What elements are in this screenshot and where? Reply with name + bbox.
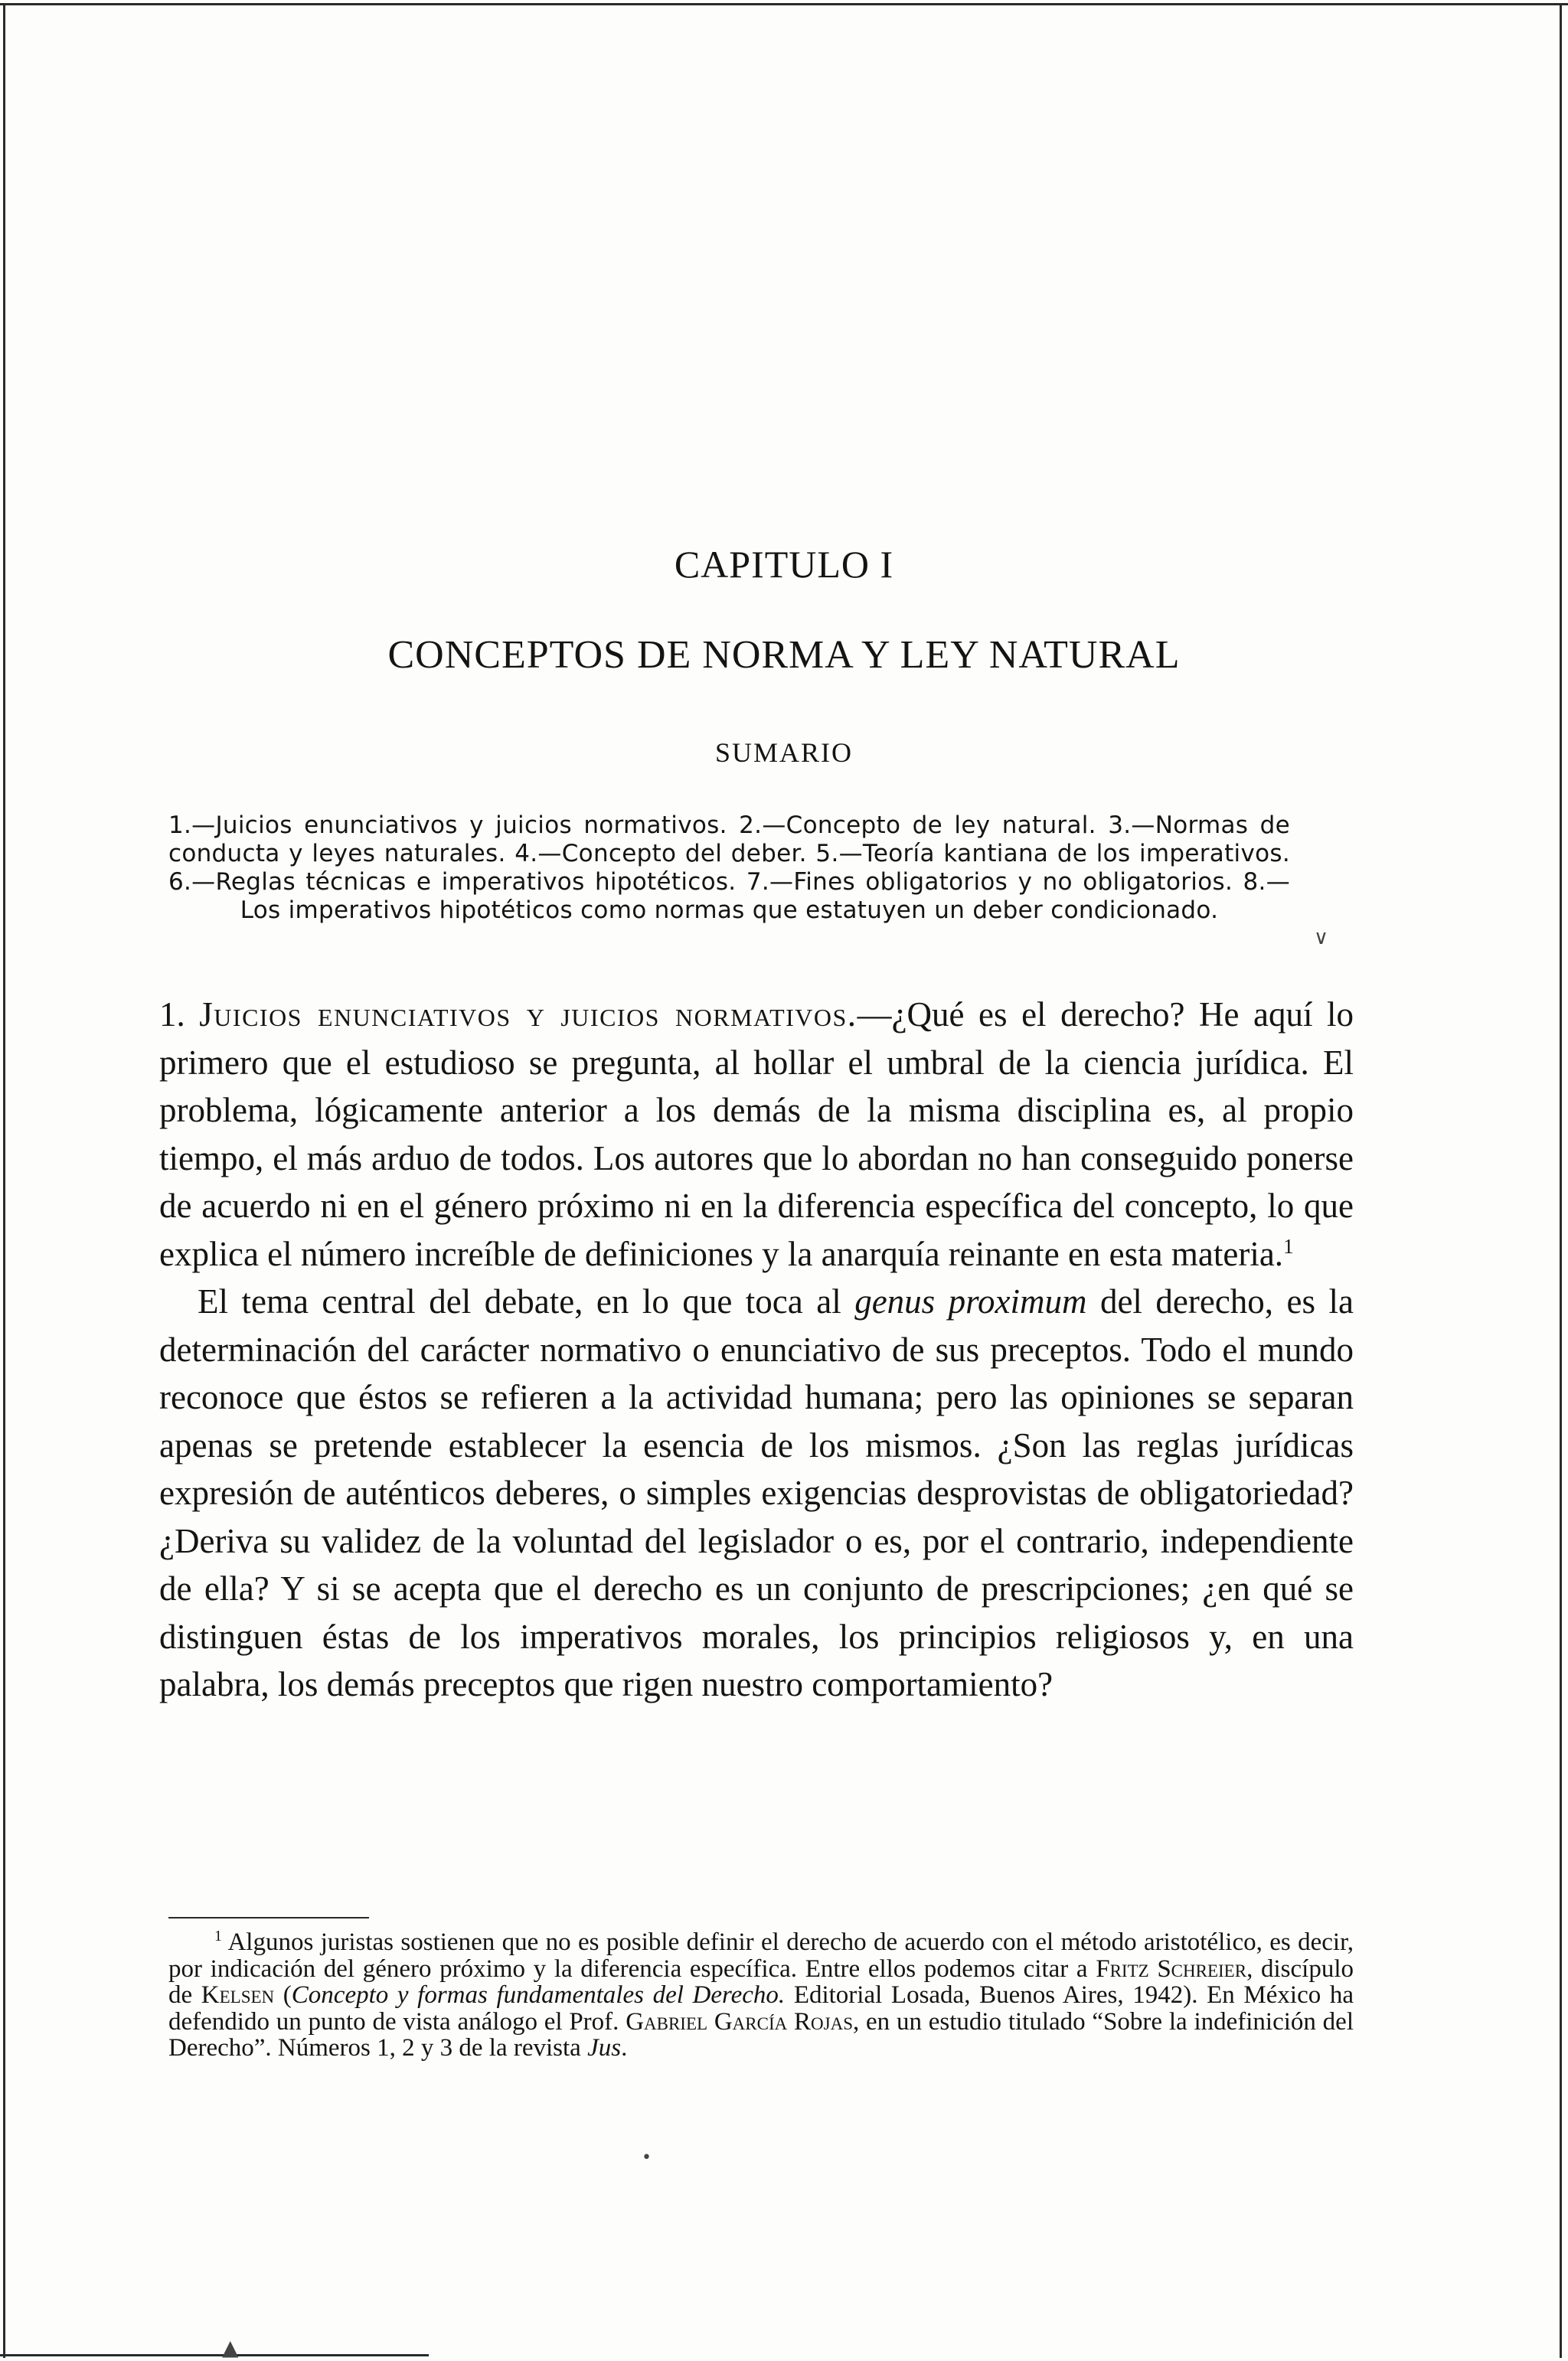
- summary-heading: SUMARIO: [714, 737, 854, 768]
- footnote-journal-title: Jus: [587, 2034, 622, 2062]
- footnote-text-2: , discípulo de: [168, 1954, 1354, 2009]
- scan-border-bottom: [0, 2354, 429, 2356]
- footnote-author-garcia-rojas: Gabriel García Rojas: [626, 2007, 853, 2036]
- footnote-text-3: (: [274, 1981, 292, 2009]
- scan-arrow-mark: ▲: [222, 2335, 239, 2360]
- chapter-title: CONCEPTOS DE NORMA Y LEY NATURAL: [387, 633, 1181, 677]
- paragraph-2-text-end: del derecho, es la determinación del carácter normativo o enunciativo de sus preceptos. Todo el mundo reconoce que éstos se refieren a la actividad humana; pero las opiniones se separan apenas se pretende establecer la esencia de los mismos. ¿Son las reglas jurídicas expresión de auténticos deberes, o simples exigencias desprovistas de obligatoriedad? ¿Deriva su validez de la voluntad del legislador o es, por el contrario, independiente de ella? Y si se acepta que el derecho es un conjunto de prescripciones; ¿en qué se distinguen éstas de los imperativos morales, los principios religiosos y, en una palabra, los demás preceptos que rigen nuestro comportamiento?: [159, 1282, 1354, 1703]
- scan-border-left: [3, 3, 5, 2358]
- footnote-author-kelsen: Kelsen: [201, 1981, 275, 2009]
- scan-speck-mark: ∨: [1314, 926, 1329, 949]
- footnote-separator: [168, 1917, 369, 1919]
- paragraph-2: [159, 1278, 1354, 1709]
- chapter-number: CAPITULO I: [674, 543, 894, 586]
- paragraph-2-italic: genus proximum: [854, 1282, 1087, 1321]
- paragraph-1: [159, 991, 1354, 1278]
- scan-border-right: [1560, 3, 1562, 2358]
- section-dash: —: [857, 995, 892, 1034]
- paragraph-2-text-start: El tema central del debate, en lo que toca al: [198, 1282, 855, 1321]
- footnote: [168, 1929, 1354, 2062]
- main-body: [159, 991, 1354, 1709]
- footnote-number: 1: [214, 1928, 222, 1945]
- footnote-body: [168, 1929, 1354, 2062]
- footnote-text-4: Editorial Losada, Buenos Aires, 1942). En México ha defendido un punto de vista análogo el Prof.: [168, 1981, 1354, 2036]
- scan-speck-mark: •: [642, 2148, 652, 2167]
- footnote-text-1: Algunos juristas sostienen que no es posible definir el derecho de acuerdo con el método aristotélico, es decir, por indicación del género próximo y la diferencia específica. Entre ellos podemos citar a: [168, 1928, 1354, 1983]
- footnote-author-schreier: Fritz Schreier: [1096, 1954, 1247, 1983]
- scan-border-top: [0, 3, 1568, 5]
- footnote-reference: 1: [1283, 1234, 1294, 1258]
- section-heading: Juicios enunciativos y juicios normativos.: [199, 995, 858, 1034]
- footnote-text-6: .: [621, 2034, 628, 2062]
- footnote-book-title: Concepto y formas fundamentales del Derecho.: [291, 1981, 786, 2009]
- section-number: 1.: [159, 995, 185, 1034]
- summary-text: 1.—Juicios enunciativos y juicios normativos. 2.—Concepto de ley natural. 3.—Normas de conducta y leyes naturales. 4.—Concepto del deber. 5.—Teoría kantiana de los imperativos. 6.—Reglas técnicas e imperativos hipotéticos. 7.—Fines obligatorios y no obligatorios. 8.—Los imperativos hipotéticos como normas que estatuyen un deber condicionado.: [168, 811, 1290, 924]
- footnote-text-5: , en un estudio titulado “Sobre la indefinición del Derecho”. Números 1, 2 y 3 de la revista: [168, 2007, 1354, 2062]
- paragraph-1-text: ¿Qué es el derecho? He aquí lo primero que el estudioso se pregunta, al hollar el umbral de la ciencia jurídica. El problema, lógicamente anterior a los demás de la misma disciplina es, al propio tiempo, el más arduo de todos. Los autores que lo abordan no han conseguido ponerse de acuerdo ni en el género próximo ni en la diferencia específica del concepto, lo que explica el número increíble de definiciones y la anarquía reinante en esta materia.: [159, 995, 1354, 1273]
